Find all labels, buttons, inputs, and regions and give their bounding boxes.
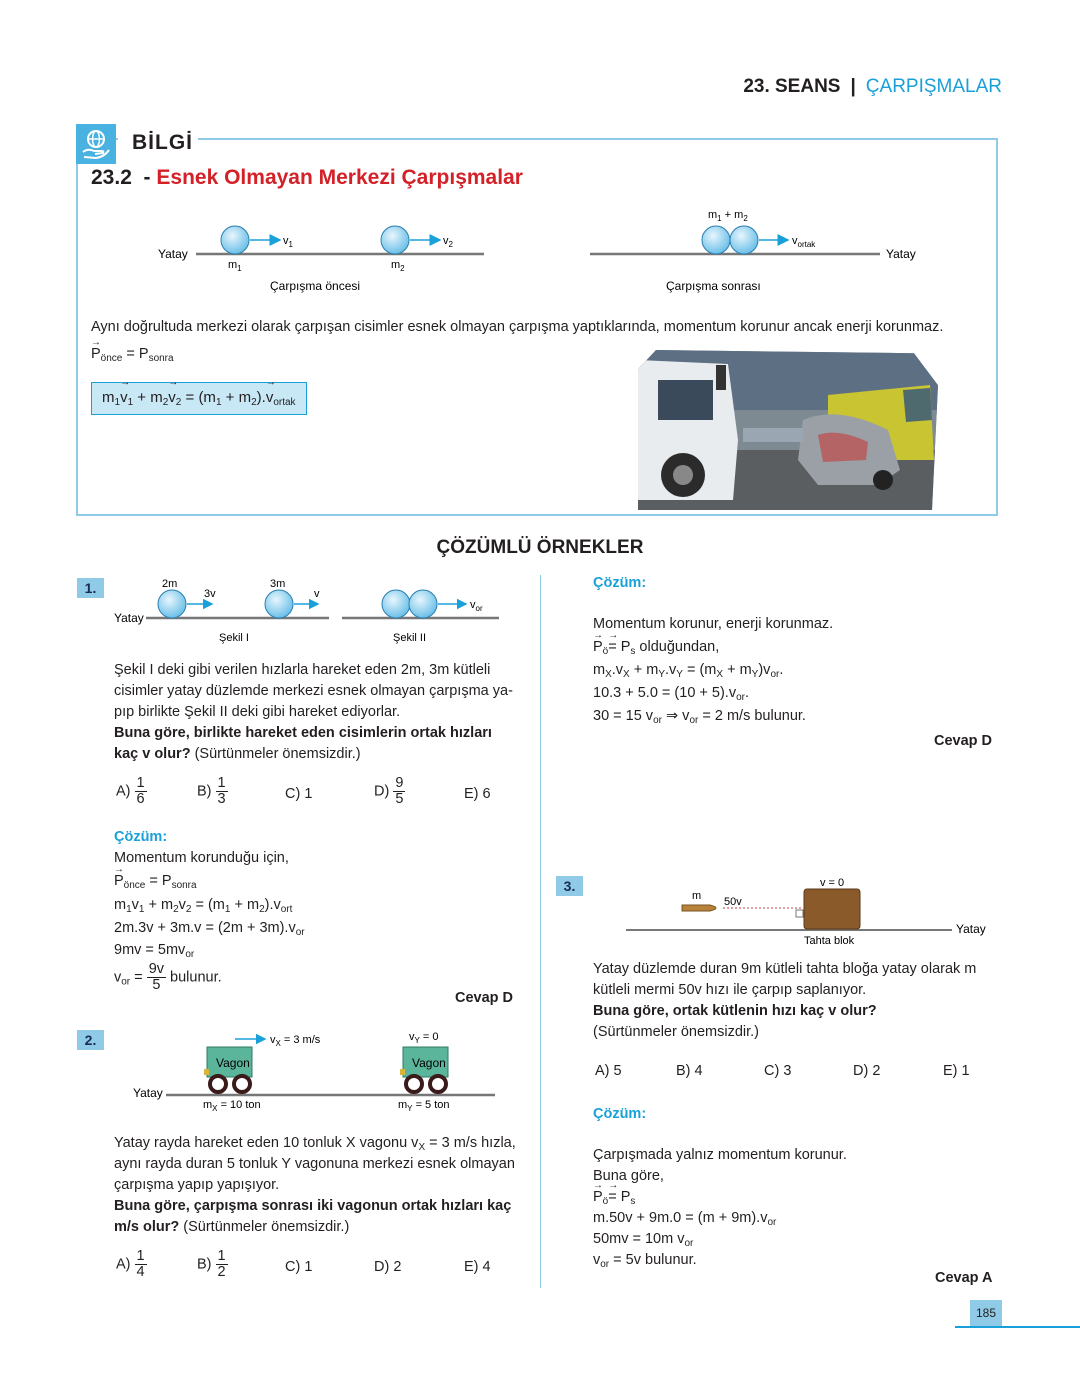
q1-ball-3m — [265, 590, 293, 618]
q2-vagon-x-label: Vagon — [216, 1056, 250, 1070]
q1-option-a[interactable]: A) $\frac{1}{6}$ — [116, 775, 145, 807]
q1-note: (Sürtünmeler önemsizdir.) — [190, 746, 361, 762]
q3-option-d[interactable]: D) 2 — [853, 1063, 881, 1079]
q2-option-e[interactable]: E) 4 — [464, 1259, 491, 1275]
q1-answer: Cevap D — [455, 990, 514, 1006]
q1-sol-line5: $9mv = 5mv_{or}$ — [114, 942, 195, 960]
q3-solution — [593, 1104, 1013, 1271]
q3-50v-label: 50v — [724, 896, 742, 908]
q2-text-line3: çarpışma yapıp yapışıyor. — [114, 1177, 280, 1193]
right-solution — [593, 573, 1013, 727]
q3-block-marker — [796, 910, 803, 917]
q1-label-2m: 2m — [162, 578, 178, 590]
header-separator: | — [850, 76, 856, 97]
q3-option-c[interactable]: C) 3 — [764, 1063, 792, 1079]
q2-option-a[interactable]: A) $\frac{1}{4}$ — [116, 1248, 145, 1280]
right-answer: Cevap D — [934, 733, 993, 749]
q1-text-line1: Şekil I deki gibi verilen hızlarla hareket eden 2m, 3m kütleli — [114, 662, 491, 678]
ball-m2 — [381, 226, 409, 254]
q1-question-line1: Buna göre, birlikte hareket eden cisimlerin ortak hızları — [114, 725, 492, 741]
q2-wheel-x1 — [210, 1076, 226, 1092]
q2-text — [114, 1133, 524, 1238]
q3-sol-line2: Buna göre, — [593, 1168, 664, 1184]
right-sol-line5: 30 = 15 $v_{or}$ ⇒ $v_{or} = 2$ m/s bulunur. — [593, 708, 806, 726]
q2-question-line1: Buna göre, çarpışma sonrası iki vagonun ortak hızları kaç — [114, 1198, 512, 1214]
q2-wheel-x2 — [234, 1076, 250, 1092]
m1-label: $m_1$ — [228, 259, 242, 273]
q1-yatay: Yatay — [114, 611, 144, 625]
question-1-number: 1. — [77, 578, 104, 598]
q2-yatay: Yatay — [133, 1086, 163, 1100]
q3-bullet — [682, 905, 716, 911]
q1-text-line3: pıp birlikte Şekil II deki gibi hareket ediyorlar. — [114, 704, 401, 720]
q2-wheel-y2 — [430, 1076, 446, 1092]
q3-option-b[interactable]: B) 4 — [676, 1063, 703, 1079]
q1-sekil2: Şekil II — [393, 632, 427, 644]
question-2-number: 2. — [77, 1030, 104, 1050]
formula-box: $m_1\to v_1 + m_2\to v_2 = (m_1 + m_2).\to v_{ortak}$ — [91, 382, 307, 415]
right-sol-line4: $10.3 + 5.0 = (10 + 5).v_{or}$. — [593, 685, 750, 703]
solved-examples-title: ÇÖZÜMLÜ ÖRNEKLER — [436, 537, 644, 558]
q3-sol-line1: Çarpışmada yalnız momentum korunur. — [593, 1147, 847, 1163]
question-3-number: 3. — [556, 876, 583, 896]
section-title — [91, 166, 523, 190]
q2-vagon-y-bumper — [400, 1069, 405, 1075]
m1-plus-m2-label: $m_1 + m_2$ — [708, 209, 748, 223]
q3-question: Buna göre, ortak kütlenin hızı kaç v olur? — [593, 1003, 877, 1019]
q1-option-e[interactable]: E) 6 — [464, 786, 491, 802]
momentum-equation: → $P_{önce} = P_{sonra}$ — [91, 344, 174, 365]
q3-text — [593, 959, 1013, 1043]
q3-sol-line4: $m.50v + 9m.0 = (m + 9m).v_{or}$ — [593, 1210, 777, 1228]
q1-figure — [110, 572, 510, 652]
q2-option-b[interactable]: B) $\frac{1}{2}$ — [197, 1248, 226, 1280]
q1-ball-combined-2 — [409, 590, 437, 618]
q2-text-line2: aynı rayda duran 5 tonluk Y vagonuna merkezi esnek olmayan — [114, 1156, 515, 1172]
q2-note: (Sürtünmeler önemsizdir.) — [179, 1219, 350, 1235]
v1-label: $v_1$ — [283, 235, 293, 249]
q1-text — [114, 660, 524, 765]
q3-option-a[interactable]: A) 5 — [595, 1063, 622, 1079]
q2-question-line2: m/s olur? — [114, 1219, 180, 1235]
q1-option-b[interactable]: B) $\frac{1}{3}$ — [197, 775, 226, 807]
topic-label: ÇARPIŞMALAR — [865, 76, 1002, 97]
q3-sol-line6: $v_{or} = 5v$ bulunur. — [593, 1252, 697, 1270]
q1-option-d[interactable]: D) $\frac{9}{5}$ — [374, 775, 404, 807]
q1-ball-2m — [158, 590, 186, 618]
q1-sol-line3: $m_1v_1 + m_2v_2 = (m_1 + m_2).v_{ort}$ — [114, 897, 293, 915]
v2-label: $v_2$ — [443, 235, 453, 249]
q3-cozum-heading: Çözüm: — [593, 1106, 647, 1122]
q2-figure — [130, 1025, 500, 1120]
q3-wood-block — [804, 889, 860, 929]
q3-v0-label: v = 0 — [820, 877, 845, 889]
q2-my-label: $m_Y = 5$ ton — [398, 1099, 450, 1113]
after-label: Çarpışma sonrası — [666, 279, 761, 293]
q2-mx-label: $m_X = 10$ ton — [203, 1099, 261, 1113]
ball-m1 — [221, 226, 249, 254]
page-number-line — [955, 1326, 1080, 1328]
q2-vagon-x-bumper — [204, 1069, 209, 1075]
q1-sol-line1: Momentum korunduğu için, — [114, 850, 289, 866]
page-number: 185 — [970, 1300, 1002, 1326]
ball-combined-1 — [702, 226, 730, 254]
section-dash: - — [143, 166, 151, 189]
q1-solution — [114, 827, 524, 993]
section-title-text: Esnek Olmayan Merkezi Çarpışmalar — [156, 166, 523, 189]
q3-m-label: m — [692, 890, 702, 902]
q1-cozum-heading: Çözüm: — [114, 829, 168, 845]
q2-wheel-y1 — [406, 1076, 422, 1092]
q1-sol-line6: $v_{or}$ = $\frac{9v}{5}$ bulunur. — [114, 961, 222, 993]
section-number: 23.2 — [91, 166, 132, 189]
q1-ball-combined-1 — [382, 590, 410, 618]
collision-diagram — [140, 200, 940, 300]
q2-vy-label: $v_Y = 0$ — [409, 1031, 439, 1045]
crash-photo — [638, 350, 938, 510]
q3-note: (Sürtünmeler önemsizdir.) — [593, 1024, 759, 1040]
seans-label: 23. SEANS — [743, 76, 841, 97]
right-sol-line2: → $P_ö\to = P_s$ olduğundan, — [593, 637, 1013, 658]
q2-option-c[interactable]: C) 1 — [285, 1259, 313, 1275]
q2-vagon-y-label: Vagon — [412, 1056, 446, 1070]
q3-sol-line3: → $P_ö\to = P_s$ — [593, 1187, 1013, 1208]
q2-text-line1: Yatay rayda hareket eden 10 tonluk X vagonu $v_X = 3$ m/s hızla, — [114, 1135, 516, 1153]
m2-label: $m_2$ — [391, 259, 405, 273]
q3-figure — [620, 872, 1000, 950]
q1-sekil1: Şekil I — [219, 632, 249, 644]
right-sol-line1: Momentum korunur, enerji korunmaz. — [593, 616, 834, 632]
bilgi-description: Aynı doğrultuda merkezi olarak çarpışan cisimler esnek olmayan çarpışma yaptıklarında, momentum korunur ancak enerji korunmaz. — [91, 319, 944, 335]
q3-text-line1: Yatay düzlemde duran 9m kütleli tahta bloğa yatay olarak m — [593, 961, 977, 977]
q1-label-3v: 3v — [204, 588, 216, 600]
q1-label-3m: 3m — [270, 578, 286, 590]
q1-text-line2: cisimler yatay düzlemde merkezi esnek olmayan çarpışma ya- — [114, 683, 513, 699]
column-divider — [540, 575, 541, 1288]
q1-sol-line4: $2m.3v + 3m.v = (2m + 3m).v_{or}$ — [114, 920, 305, 938]
q1-question-line2: kaç v olur? — [114, 746, 191, 762]
globe-hand-icon — [76, 124, 116, 164]
q1-label-vor: $v_{or}$ — [470, 599, 483, 613]
yatay-label-left: Yatay — [158, 247, 188, 261]
q3-block-label: Tahta blok — [804, 935, 855, 947]
right-sol-line3: $m_X.v_X + m_Y.v_Y = (m_X + m_Y)v_{or}$. — [593, 662, 784, 680]
page-header — [743, 76, 1002, 98]
q3-sol-line5: 50mv = 10m $v_{or}$ — [593, 1231, 694, 1249]
bilgi-title: BİLGİ — [132, 131, 193, 154]
q3-text-line2: kütleli mermi 50v hızı ile çarpıp saplanıyor. — [593, 982, 867, 998]
q3-yatay: Yatay — [956, 922, 986, 936]
q2-option-d[interactable]: D) 2 — [374, 1259, 402, 1275]
q2-vx-label: $v_X = 3$ m/s — [270, 1034, 321, 1048]
q3-answer: Cevap A — [935, 1270, 993, 1286]
q1-option-c[interactable]: C) 1 — [285, 786, 313, 802]
q3-option-e[interactable]: E) 1 — [943, 1063, 970, 1079]
ball-combined-2 — [730, 226, 758, 254]
yatay-label-right: Yatay — [886, 247, 916, 261]
before-label: Çarpışma öncesi — [270, 279, 361, 293]
right-cozum-heading: Çözüm: — [593, 575, 647, 591]
q1-label-v: v — [314, 588, 320, 600]
q1-sol-line2: → $P_{önce} = P_{sonra}$ — [114, 871, 524, 892]
vortak-label: $v_{ortak}$ — [792, 235, 816, 249]
